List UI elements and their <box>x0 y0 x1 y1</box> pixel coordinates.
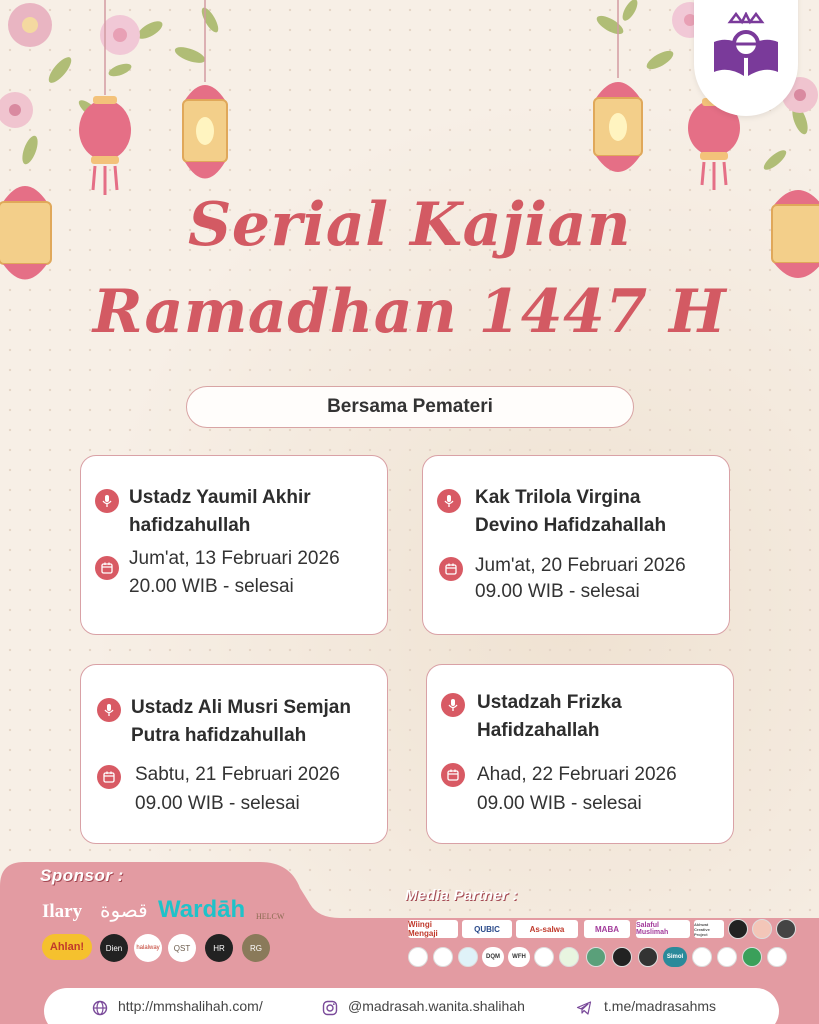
media-logo-18 <box>534 947 554 967</box>
media-logo-simol: Simol <box>663 947 687 967</box>
media-logo-24 <box>692 947 712 967</box>
sponsor-heading: Sponsor : <box>40 866 124 885</box>
media-logo-20 <box>586 947 606 967</box>
sponsor-logo-helcw: HELCW <box>256 912 285 921</box>
globe-icon <box>92 1000 108 1016</box>
sponsor-logo-dien: Dien <box>100 934 128 962</box>
speaker-name-line-1: Ustadz Yaumil Akhir <box>129 487 311 508</box>
lantern-pink-left <box>75 0 135 200</box>
instagram-icon <box>322 1000 338 1016</box>
speaker-name-line-1: Kak Trilola Virgina <box>475 487 641 508</box>
event-time: 09.00 WIB - selesai <box>475 581 640 602</box>
media-logo-wfh: WFH <box>508 947 530 967</box>
madrasah-logo-icon <box>708 12 784 82</box>
madrasah-logo-badge <box>694 0 798 116</box>
event-date: Jum'at, 20 Februari 2026 <box>475 555 686 576</box>
telegram-link[interactable]: t.me/madrasahms <box>604 998 717 1014</box>
microphone-icon <box>441 693 465 717</box>
media-logo-11 <box>752 919 772 939</box>
media-logo-25 <box>717 947 737 967</box>
lantern-gold-left <box>175 0 235 200</box>
media-logo-19 <box>559 947 579 967</box>
event-time: 09.00 WIB - selesai <box>135 793 300 814</box>
speaker-card-4 <box>426 664 734 844</box>
media-logo-27 <box>767 947 787 967</box>
sponsor-logo-wardah: Wardāh <box>158 896 246 923</box>
title-line-1: Serial Kajian <box>188 190 631 260</box>
speaker-card-2 <box>422 455 730 635</box>
title-line-2: Ramadhan 1447 H <box>92 277 727 347</box>
sponsor-logo-ahlan: Ahlan! <box>42 934 92 960</box>
event-time: 09.00 WIB - selesai <box>477 793 642 814</box>
media-logo-14 <box>433 947 453 967</box>
speaker-name-line-2: hafidzahullah <box>129 515 251 536</box>
speaker-name-line-2: Devino Hafidzahallah <box>475 515 667 536</box>
sponsor-logo-hr: HR <box>205 934 233 962</box>
sponsor-logo-qst: QST <box>168 934 196 962</box>
speaker-card-3 <box>80 664 388 844</box>
media-logo-10 <box>728 919 748 939</box>
media-logo-maba: MABA <box>584 920 630 938</box>
calendar-icon <box>441 763 465 787</box>
event-date: Sabtu, 21 Februari 2026 <box>135 764 340 785</box>
media-logo-qubic: QUBIC <box>462 920 512 938</box>
media-partner-heading: Media Partner : <box>405 887 518 904</box>
media-logo-wiingi: Wiingi Mengaji <box>408 920 458 938</box>
telegram-icon <box>576 1000 592 1016</box>
lantern-gold-right <box>588 0 648 190</box>
speaker-name-line-2: Hafidzahallah <box>477 720 600 741</box>
website-link[interactable]: http://mmshalihah.com/ <box>118 998 263 1014</box>
media-logo-12 <box>776 919 796 939</box>
sponsor-logo-halalway: halalway <box>134 934 162 962</box>
event-date: Ahad, 22 Februari 2026 <box>477 764 677 785</box>
speaker-name-line-1: Ustadz Ali Musri Semjan <box>131 697 351 718</box>
calendar-icon <box>97 765 121 789</box>
media-logo-dqm: DQM <box>482 947 504 967</box>
microphone-icon <box>95 489 119 513</box>
media-logo-akhwat: Akhwat Creative Project <box>694 920 724 938</box>
media-logo-13 <box>408 947 428 967</box>
event-time: 20.00 WIB - selesai <box>129 576 294 597</box>
media-logo-15 <box>458 947 478 967</box>
subtitle-pill: Bersama Pemateri <box>186 386 634 428</box>
media-logo-salaful: Salaful Muslimah <box>636 920 690 938</box>
speaker-name-line-2: Putra hafidzahullah <box>131 725 307 746</box>
microphone-icon <box>97 698 121 722</box>
media-logo-assalwa: As-salwa <box>516 920 578 938</box>
media-logo-22 <box>638 947 658 967</box>
instagram-link[interactable]: @madrasah.wanita.shalihah <box>348 998 525 1014</box>
sponsor-logo-rg: RG <box>242 934 270 962</box>
speaker-card-1 <box>80 455 388 635</box>
microphone-icon <box>437 489 461 513</box>
sponsor-logo-qaswa: قصوة <box>100 898 148 922</box>
media-logo-21 <box>612 947 632 967</box>
calendar-icon <box>439 557 463 581</box>
media-logo-26 <box>742 947 762 967</box>
speaker-name-line-1: Ustadzah Frizka <box>477 692 622 713</box>
calendar-icon <box>95 556 119 580</box>
sponsor-logo-ilary: Ilary <box>42 901 83 922</box>
event-date: Jum'at, 13 Februari 2026 <box>129 548 340 569</box>
